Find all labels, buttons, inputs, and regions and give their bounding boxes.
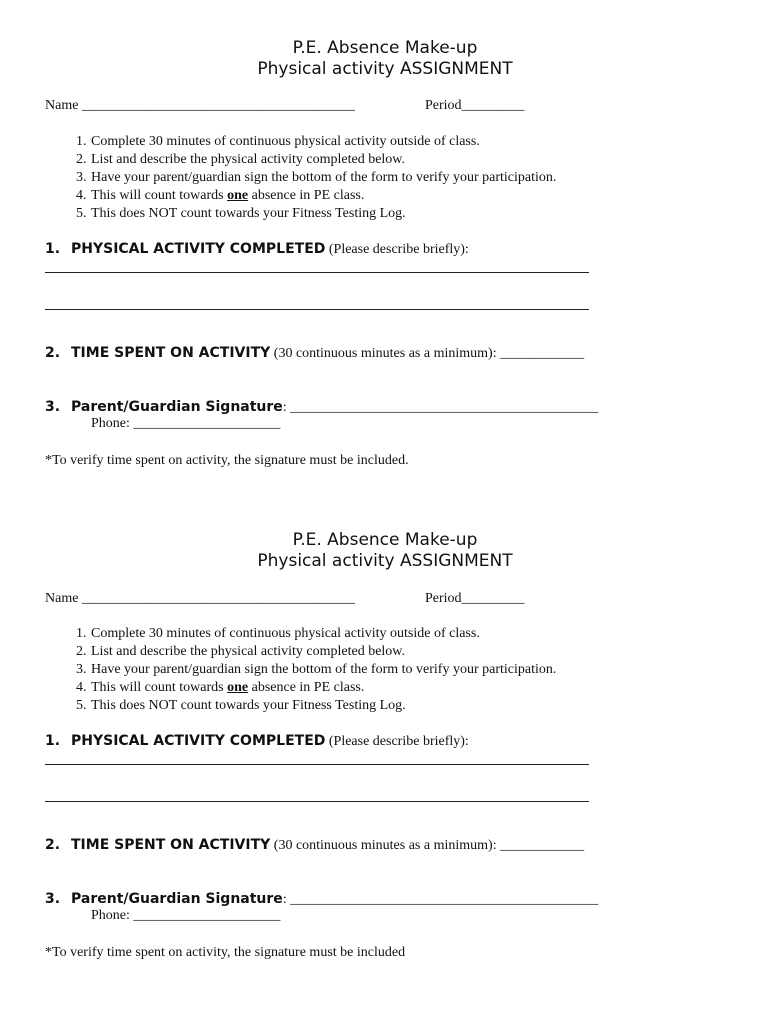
instructions-list bbox=[44, 625, 556, 715]
section-activity-completed: 1. PHYSICAL ACTIVITY COMPLETED (Please describe briefly): bbox=[45, 241, 469, 257]
emphasis-one: one bbox=[227, 188, 249, 203]
instruction-item: 4. This will count towards one absence in PE class. bbox=[90, 679, 556, 697]
period-field[interactable]: Period_________ bbox=[425, 98, 525, 113]
makeup-form-1 bbox=[0, 0, 770, 490]
instruction-item: 5. This does NOT count towards your Fitness Testing Log. bbox=[90, 697, 556, 715]
signature-footnote: *To verify time spent on activity, the signature must be included bbox=[45, 945, 406, 960]
makeup-form-2 bbox=[0, 492, 770, 982]
section-label: PHYSICAL ACTIVITY COMPLETED bbox=[71, 733, 326, 749]
instruction-item: 2. List and describe the physical activity completed below. bbox=[90, 151, 556, 169]
instruction-item: 5. This does NOT count towards your Fitness Testing Log. bbox=[90, 205, 556, 223]
emphasis-one: one bbox=[227, 680, 249, 695]
signature-footnote: *To verify time spent on activity, the signature must be included. bbox=[45, 453, 409, 468]
form-subtitle: Physical activity ASSIGNMENT bbox=[257, 551, 513, 571]
section-time-spent[interactable]: 2. TIME SPENT ON ACTIVITY (30 continuous minutes as a minimum): ____________ bbox=[45, 837, 585, 853]
section-label: PHYSICAL ACTIVITY COMPLETED bbox=[71, 241, 326, 257]
activity-answer-line-2[interactable] bbox=[45, 309, 589, 310]
section-label: Parent/Guardian Signature bbox=[71, 891, 283, 907]
phone-field[interactable]: Phone: _____________________ bbox=[91, 908, 281, 923]
phone-field[interactable]: Phone: _____________________ bbox=[91, 416, 281, 431]
section-signature[interactable]: 3. Parent/Guardian Signature: ____________________________________________ bbox=[45, 399, 599, 415]
activity-answer-line-1[interactable] bbox=[45, 272, 589, 273]
instructions-list bbox=[44, 133, 556, 223]
section-activity-completed: 1. PHYSICAL ACTIVITY COMPLETED (Please describe briefly): bbox=[45, 733, 469, 749]
form-title: P.E. Absence Make-up bbox=[292, 530, 478, 550]
instruction-item: 1. Complete 30 minutes of continuous physical activity outside of class. bbox=[90, 133, 556, 151]
form-title: P.E. Absence Make-up bbox=[292, 38, 478, 58]
instruction-item: 3. Have your parent/guardian sign the bottom of the form to verify your participation. bbox=[90, 661, 556, 679]
section-label: Parent/Guardian Signature bbox=[71, 399, 283, 415]
activity-answer-line-1[interactable] bbox=[45, 764, 589, 765]
section-label: TIME SPENT ON ACTIVITY bbox=[71, 345, 271, 361]
section-signature[interactable]: 3. Parent/Guardian Signature: ____________________________________________ bbox=[45, 891, 599, 907]
instruction-item: 2. List and describe the physical activity completed below. bbox=[90, 643, 556, 661]
name-field[interactable]: Name _______________________________________ bbox=[45, 98, 355, 113]
instruction-item: 4. This will count towards one absence in PE class. bbox=[90, 187, 556, 205]
instruction-item: 1. Complete 30 minutes of continuous physical activity outside of class. bbox=[90, 625, 556, 643]
activity-answer-line-2[interactable] bbox=[45, 801, 589, 802]
name-field[interactable]: Name _______________________________________ bbox=[45, 591, 355, 606]
form-subtitle: Physical activity ASSIGNMENT bbox=[257, 59, 513, 79]
period-field[interactable]: Period_________ bbox=[425, 591, 525, 606]
instruction-item: 3. Have your parent/guardian sign the bottom of the form to verify your participation. bbox=[90, 169, 556, 187]
section-label: TIME SPENT ON ACTIVITY bbox=[71, 837, 271, 853]
section-time-spent[interactable]: 2. TIME SPENT ON ACTIVITY (30 continuous minutes as a minimum): ____________ bbox=[45, 345, 585, 361]
